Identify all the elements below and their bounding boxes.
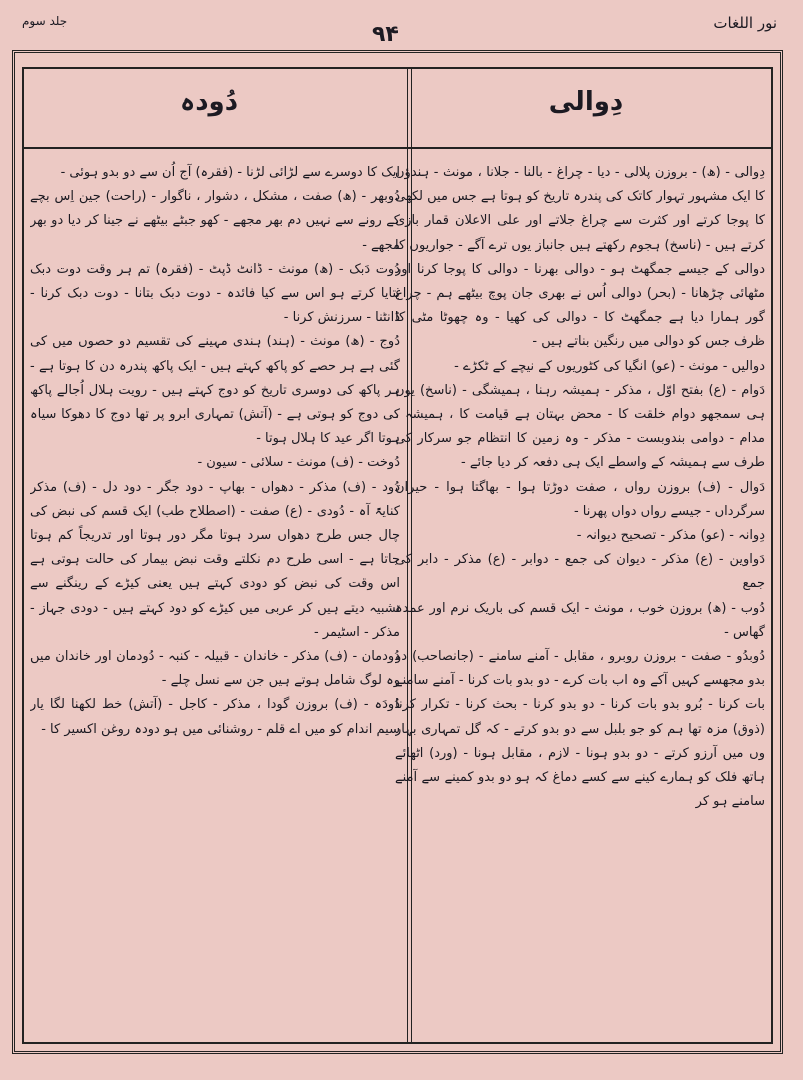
entry-doob: دُوب - (ھ) بروزن خوب ، مونث - ایک قسم کی باریک نرم اور عمدہ گھاس - — [395, 600, 765, 640]
entry-dooj: دُوج - (ھ) مونث - (ہند) ہندی مہینے کی تقسیم دو حصوں میں کی گئی ہے ہر حصے کو پاکھ کہتے ہیں - ایک پاکھ پندرہ دن کا ہوتا ہے - ہر پاکھ کی دوسری تاریخ کو دوج کہتے ہیں - رویت ہلال اُجالے پاکھ کی دوج کو ہوتی ہے - (آتش) تمہاری ابرو پر تھا دوج کا دھوکا سیاہ ہوتا اگر عید کا ہلال ہوتا - — [30, 334, 400, 447]
entry-dobadu: دُوبدُو - صفت - بروزن روبرو ، مقابل - آمنے سامنے - (جانصاحب) دو بدو مجھسے کہیں آکے وہ اب بات کرے - دو بدو بات کرنا - آمنے سامنے بات کرنا - بُرو بدو بات کرنا - دو بدو کرنا - بحث کرنا - تکرار کرنا (ذوق) مزہ تھا ہم کو جو بلبل سے دو بدو کرتے - کہ گل تمہاری بہار وں میں آرزو کرتے - دو بدو ہونا - لازم ، مقابل ہونا - (ورد) اٹھائے ہاتھ فلک کو ہمارے کینے سے کسے دماغ کہ ہو دو بدو کمینے سے آمنے سامنے ہو کر — [395, 649, 765, 810]
entry-dooda: دُودَہ - (ف) بروزن گودا ، مذکر - کاجل - (آتش) خط لکھنا لگا یار سیم اندام کو میں اے قلم - روشنائی میں ہو دودہ روغن اکسیر کا - — [30, 697, 400, 737]
volume-label: جلد سوم — [22, 14, 68, 28]
content-box — [22, 67, 773, 1044]
right-column — [395, 161, 765, 1036]
page-frame — [12, 50, 783, 1054]
right-column-heading: دِوالی — [548, 87, 624, 117]
entry-dobadu-cont: ایک کا دوسرے سے لڑائی لڑنا - (فقرہ) آج اُن سے دو بدو ہوئی - — [60, 165, 400, 180]
entry-dokht: دُوخت - (ف) مونث - سلائی - سیون - — [197, 455, 400, 471]
entry-dawawin: دَواوین - (ع) مذکر - دیوان کی جمع - دوابر - (ع) مذکر - دابر کی جمع — [395, 552, 765, 592]
page-number: ۹۴ — [372, 22, 399, 47]
entry-diwali: دِوالی - (ھ) - بروزن پلالی - دیا - چراغ - بالنا - جلانا ، مونث - ہندؤں کا ایک مشہور تہوار کاتک کی پندرہ تاریخ کو ہوتا ہے جس میں لکھی کا پوجا کرتے اور کثرت سے چراغ جلاتے اور علی الاعلان قمار بازی کرتے ہیں - (ناسخ) ہجوم رکھتے ہیں جانباز یوں ترے آگے - جواریوں کا دوالی کے جیسے جمگھٹ ہو - دوالی بھرنا - دوالی کا پوجا کرنا اور مٹھائی چڑھانا - (بحر) دوالی اُس نے بھری جان پوچ بیٹھے ہم - چراغ گور ہمارا دیا ہے جمگھٹ کا - دوالی کی کھیا - وہ چھوٹا مٹی کا ظرف جس کو دوالی میں رنگین بناتے ہیں - — [395, 165, 765, 350]
entry-diwana: دِوانہ - (عو) مذکر - تصحیح دیوانہ - — [576, 528, 765, 544]
book-title: نور اللغات — [713, 14, 777, 32]
entry-dubhar: دُوبھر - (ھ) صفت ، مشکل ، دشوار ، ناگوار - (راحت) جین اِس بچے کے رونے سے نہیں دم بھر مجھے - کھو جبٹے بیٹھے نے جینا کر دیا دو بھر مجھے - — [30, 189, 400, 253]
entry-doodman: دُودمان - (ف) مذکر - خاندان - قبیلہ - کنبہ - دُودمان اور خاندان میں وہ لوگ شامل ہوتے ہیں جن سے نسل چلے - — [30, 649, 400, 689]
entry-dawalain: دوالیں - مونث - (عو) انگیا کی کٹوریوں کے نیچے کے ٹکڑے - — [454, 358, 765, 374]
entry-dood: دُود - (ف) مذکر - دھواں - بھاپ - دود جگر - دود دل - (ف) مذکر کنایۃً آہ - دُودی - (ع) صفت - (اصطلاح طب) ایک قسم کی نبض کی چال جس طرح دھواں سرد ہوتا مگر دور ہوتا اور تدریجاً کم ہوتا جاتا ہے - اسی طرح دم نکلتے وقت نبض بیمار کی حالت ہوتی ہے اس وقت کی نبض کو دودی کہتے ہیں یعنی کیڑے کے رینگنے سے تشبیہ دیتے ہیں کر عربی میں کیڑے کو دود کہتے ہیں - دودی جہاز - مذکر - اسٹیمر - — [30, 479, 400, 640]
header-rule — [24, 147, 771, 149]
entry-dawal: دَوال - (ف) بروزن رواں ، صفت دوڑتا ہوا - بھاگتا ہوا - حیران سرگرداں - جیسے رواں دواں پھرنا - — [395, 479, 765, 519]
left-column-heading: دُودہ — [179, 87, 239, 117]
entry-dawam: دَوام - (ع) بفتح اوّل ، مذکر - ہمیشہ رہنا ، ہمیشگی - (ناسخ) یوں ہی سمجھو دوام خلقت کا - محض بہتان ہے قیامت کا ، ہمیشہ ، مدام - دوامی بندوبست - مذکر - وہ زمین کا انتظام جو سرکار کی طرف سے ہمیشہ کے واسطے ایک ہی دفعہ کر دیا جائے - — [395, 382, 765, 471]
left-column — [30, 161, 400, 1036]
entry-dut-dabak: دُوت دَبک - (ھ) مونث - ڈانٹ ڈپٹ - (فقرہ) تم ہر وقت دوت دبک بتایا کرتے ہو اس سے کیا فائدہ - دوت دبک بتانا - دوت دبک کرنا - ڈانٹنا - سرزنش کرنا - — [30, 261, 400, 326]
